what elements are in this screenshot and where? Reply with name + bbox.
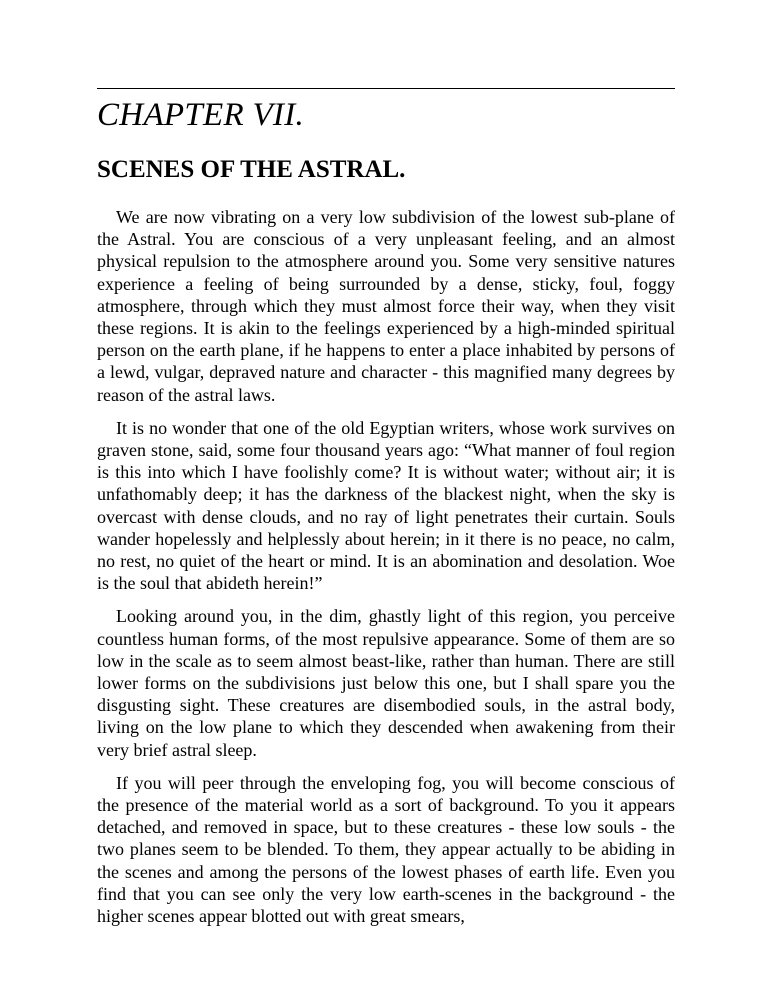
chapter-heading: CHAPTER VII. <box>97 97 305 133</box>
chapter-body <box>97 206 675 927</box>
paragraph: Looking around you, in the dim, ghastly light of this region, you perceive countless human forms, of the most repulsive appearance. Some of them are so low in the scale as to seem almost beast-like, rather than human. There are still lower forms on the subdivisions just below this one, but I shall spare you the disgusting sight. These creatures are disembodied souls, in the astral body, living on the low plane to which they descended when awakening from their very brief astral sleep. <box>97 606 675 760</box>
paragraph: We are now vibrating on a very low subdivision of the lowest sub-plane of the Astral. You are conscious of a very unpleasant feeling, and an almost physical repulsion to the atmosphere around you. Some very sensitive natures experience a feeling of being surrounded by a dense, sticky, foul, foggy atmosphere, through which they must almost force their way, when they visit these regions. It is akin to the feelings experienced by a high-minded spiritual person on the earth plane, if he happens to enter a place inhabited by persons of a lewd, vulgar, depraved nature and character - this magnified many degrees by reason of the astral laws. <box>97 207 675 405</box>
header-rule <box>97 88 675 89</box>
paragraph: If you will peer through the enveloping fog, you will become conscious of the presence of the material world as a sort of background. To you it appears detached, and removed in space, but to these creatures - these low souls - the two planes seem to be blended. To them, they appear actually to be abiding in the scenes and among the persons of the lowest phases of earth life. Even you find that you can see only the very low earth-scenes in the background - the higher scenes appear blotted out with great smears, <box>97 772 675 927</box>
paragraph: It is no wonder that one of the old Egyptian writers, whose work survives on graven stone, said, some four thousand years ago: “What manner of foul region is this into which I have foolishly come? It is without water; without air; it is unfathomably deep; it has the darkness of the blackest night, when the sky is overcast with dense clouds, and no ray of light penetrates their curtain. Souls wander hopelessly and helplessly about herein; in it there is no peace, no calm, no rest, no quiet of the heart or mind. It is an abomination and desolation. Woe is the soul that abideth herein!” <box>97 417 675 594</box>
book-page <box>97 88 675 938</box>
chapter-title: SCENES OF THE ASTRAL. <box>97 156 406 183</box>
